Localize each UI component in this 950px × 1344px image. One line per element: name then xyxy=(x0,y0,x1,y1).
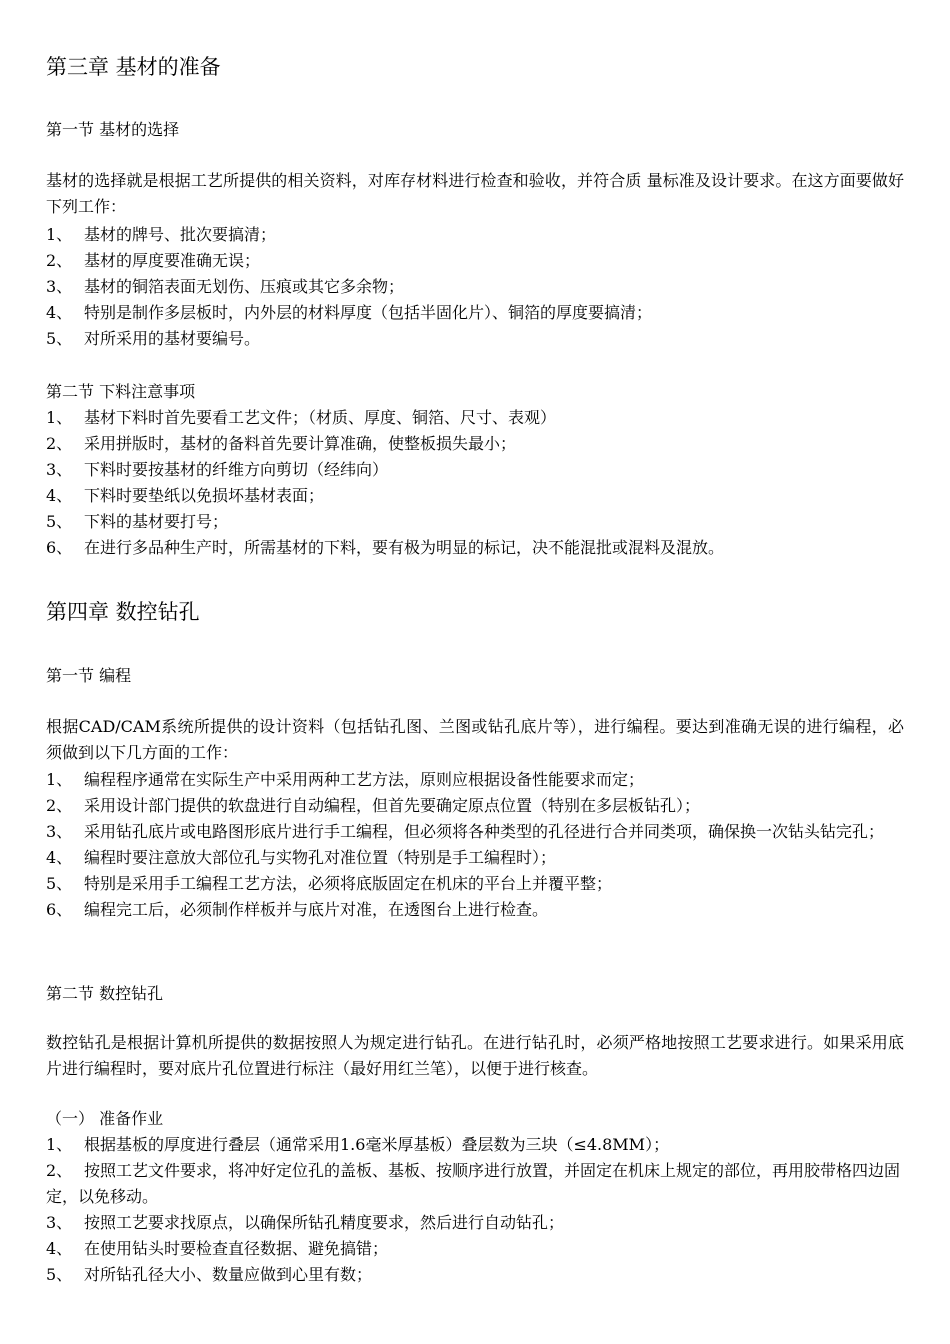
list-item: 3、 基材的铜箔表面无划伤、压痕或其它多余物； xyxy=(46,277,405,296)
ch3-section-2-title: 第二节 下料注意事项 xyxy=(46,382,196,401)
ch4-section-2-subheading: （一） 准备作业 xyxy=(46,1109,164,1128)
ch3-section-1-title: 第一节 基材的选择 xyxy=(46,120,180,139)
ch3-section-2-list xyxy=(46,405,908,561)
ch4-section-1-list xyxy=(46,767,908,923)
list-item: 1、 编程程序通常在实际生产中采用两种工艺方法，原则应根据设备性能要求而定； xyxy=(46,770,645,789)
ch4-section-2-title: 第二节 数控钻孔 xyxy=(46,984,164,1003)
list-item: 4、 在使用钻头时要检查直径数据、避免搞错； xyxy=(46,1239,389,1258)
list-item: 6、 编程完工后，必须制作样板并与底片对准，在透图台上进行检查。 xyxy=(46,900,549,919)
ch4-section-2-paragraph: 数控钻孔是根据计算机所提供的数据按照人为规定进行钻孔。在进行钻孔时，必须严格地按照工艺要求进行。如果采用底片进行编程时，要对底片孔位置进行标注（最好用红兰笔），以便于进行核查。 xyxy=(46,1033,904,1078)
list-item: 2、 采用拼版时，基材的备料首先要计算准确，使整板损失最小； xyxy=(46,434,517,453)
ch3-section-1-paragraph: 基材的选择就是根据工艺所提供的相关资料，对库存材料进行检查和验收，并符合质 量标准及设计要求。在这方面要做好下列工作： xyxy=(46,171,904,216)
list-item: 4、 特别是制作多层板时，内外层的材料厚度（包括半固化片）、铜箔的厚度要搞清； xyxy=(46,303,653,322)
ch3-section-1-list xyxy=(46,222,908,352)
chapter-3-title: 第三章 基材的准备 xyxy=(46,55,221,79)
chapter-4-title: 第四章 数控钻孔 xyxy=(46,600,200,624)
list-item: 3、 采用钻孔底片或电路图形底片进行手工编程，但必须将各种类型的孔径进行合并同类项，确保换一次钻头钻完孔； xyxy=(46,822,885,841)
list-item: 1、 根据基板的厚度进行叠层（通常采用1.6毫米厚基板）叠层数为三块（≤4.8MM）； xyxy=(46,1135,670,1154)
list-item: 2、 按照工艺文件要求，将冲好定位孔的盖板、基板、按顺序进行放置，并固定在机床上规定的部位，再用胶带格四边固定，以免移动。 xyxy=(46,1161,901,1206)
list-item: 6、 在进行多品种生产时，所需基材的下料，要有极为明显的标记，决不能混批或混料及混放。 xyxy=(46,538,725,557)
ch4-section-1-paragraph: 根据CAD/CAM系统所提供的设计资料（包括钻孔图、兰图或钻孔底片等），进行编程。要达到准确无误的进行编程，必须做到以下几方面的工作： xyxy=(46,717,904,762)
list-item: 4、 下料时要垫纸以免损坏基材表面； xyxy=(46,486,325,505)
list-item: 2、 采用设计部门提供的软盘进行自动编程，但首先要确定原点位置（特别在多层板钻孔）； xyxy=(46,796,701,815)
list-item: 5、 特别是采用手工编程工艺方法，必须将底版固定在机床的平台上并覆平整； xyxy=(46,874,613,893)
list-item: 1、 基材下料时首先要看工艺文件；（材质、厚度、铜箔、尺寸、表观） xyxy=(46,408,557,427)
list-item: 5、 对所钻孔径大小、数量应做到心里有数； xyxy=(46,1265,373,1284)
list-item: 3、 下料时要按基材的纤维方向剪切（经纬向） xyxy=(46,460,389,479)
list-item: 2、 基材的厚度要准确无误； xyxy=(46,251,261,270)
list-item: 3、 按照工艺要求找原点，以确保所钻孔精度要求，然后进行自动钻孔； xyxy=(46,1213,565,1232)
ch4-section-2-list xyxy=(46,1132,908,1288)
ch4-section-1-title: 第一节 编程 xyxy=(46,666,132,685)
list-item: 1、 基材的牌号、批次要搞清； xyxy=(46,225,277,244)
list-item: 5、 下料的基材要打号； xyxy=(46,512,229,531)
list-item: 4、 编程时要注意放大部位孔与实物孔对准位置（特别是手工编程时）； xyxy=(46,848,557,867)
list-item: 5、 对所采用的基材要编号。 xyxy=(46,329,261,348)
